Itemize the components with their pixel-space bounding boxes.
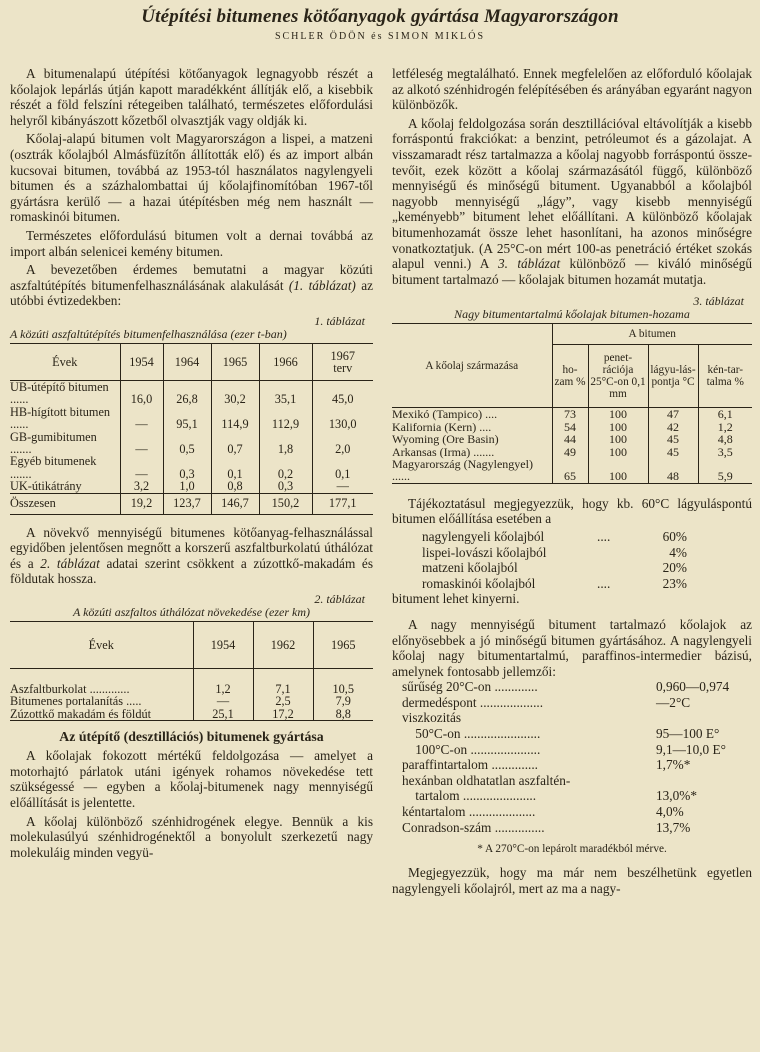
- column-header: 1965: [211, 343, 259, 380]
- column-header: kén-tar-talma %: [698, 345, 752, 408]
- table-2: [10, 621, 373, 721]
- item-name: Conradson-szám ...............: [402, 819, 545, 835]
- left-column: [10, 66, 373, 860]
- table-row: [392, 458, 752, 483]
- row-label: GB-gumibitumen .......: [10, 429, 97, 456]
- table-row: [10, 695, 373, 707]
- cell: —: [120, 455, 163, 480]
- cell: 19,2: [120, 493, 163, 514]
- cell: 42: [648, 421, 698, 433]
- row-label: Egyéb bitumenek .......: [10, 454, 97, 481]
- item-name: matzeni kőolajból: [422, 560, 518, 576]
- cell: 16,0: [120, 380, 163, 405]
- table-title: A közúti aszfaltútépítés bitumenfelhasználása (ezer t-ban): [10, 326, 287, 341]
- cell: —: [193, 695, 253, 707]
- cell: —: [120, 431, 163, 456]
- column-header: 1967 terv: [312, 343, 373, 380]
- text: adatai szerint csökkent a zúzottkő-makadám és földutak hossza.: [10, 555, 374, 587]
- column-group-header: A bitumen: [552, 324, 752, 345]
- list-item: [402, 757, 752, 773]
- cell: 44: [552, 433, 588, 445]
- item-value: 20%: [662, 560, 687, 576]
- cell: 4,8: [698, 433, 752, 445]
- column-header: ho-zam %: [552, 345, 588, 408]
- cell: 0,1: [211, 455, 259, 480]
- footnote: * A 270°C-on lepárolt maradékból mérve.: [477, 843, 667, 856]
- cell: 7,9: [313, 695, 373, 707]
- cell: 146,7: [211, 493, 259, 514]
- cell: 0,2: [259, 455, 312, 480]
- section-heading: Az útépítő (desztillációs) bitumenek gyártása: [59, 729, 324, 745]
- column-header: Évek: [10, 343, 120, 380]
- row-label: Mexikó (Tampico) ....: [392, 407, 498, 422]
- cell: 100: [588, 408, 648, 421]
- cell: 54: [552, 421, 588, 433]
- table-row: [10, 431, 373, 456]
- article-authors: SCHLER ÖDÖN és SIMON MIKLÓS: [274, 31, 486, 42]
- item-value: [652, 773, 752, 789]
- item-dots: [597, 545, 647, 561]
- item-value: 13,0%*: [656, 788, 697, 804]
- cell: 123,7: [163, 493, 211, 514]
- table-number: 3. táblázat: [693, 294, 744, 309]
- item-name: paraffintartalom ..............: [402, 757, 539, 773]
- cell: 100: [588, 421, 648, 433]
- text: A bevezetőben érdemes bemutatni a magyar közúti aszfaltútépítés bitumenfelhasználásának alakulását: [10, 262, 373, 293]
- property-list: [402, 679, 752, 835]
- row-label: Kalifornia (Kern) ....: [392, 419, 492, 434]
- yield-list: [422, 529, 687, 591]
- table-3: [392, 323, 752, 483]
- cell: 48: [648, 458, 698, 483]
- row-label: Wyoming (Ore Basin): [392, 432, 499, 447]
- column-header: 1954: [120, 343, 163, 380]
- cell: 100: [588, 446, 648, 458]
- item-name: lispei-lovászi kőolajból: [422, 544, 547, 560]
- cell: 114,9: [211, 406, 259, 431]
- item-value: 60%: [662, 528, 687, 544]
- paragraph: [10, 262, 373, 309]
- text: az utóbbi évtizedekben:: [10, 277, 373, 309]
- item-name: dermedéspont ...................: [402, 694, 544, 710]
- list-item: [422, 545, 687, 561]
- item-value: 13,7%: [656, 819, 691, 835]
- cell: 0,1: [312, 455, 373, 480]
- item-dots: ....: [597, 528, 611, 544]
- cell: 3,2: [120, 480, 163, 493]
- text: A növekvő mennyiségű bitumenes kötőanyag-felhasználással egyidőben jelentősen megnőtt a korszerű aszfaltburkolatú úthálózat és a: [10, 524, 373, 571]
- cell: 0,5: [163, 431, 211, 456]
- cell: 150,2: [259, 493, 312, 514]
- cell: 0,3: [163, 455, 211, 480]
- table-1-caption: [10, 315, 373, 341]
- table-3-caption: [392, 295, 752, 321]
- table-1: [10, 343, 373, 515]
- list-item: [402, 710, 752, 726]
- list-item: [402, 679, 752, 695]
- table-row: [10, 480, 373, 493]
- cell: 1,2: [698, 421, 752, 433]
- table-row: [392, 408, 752, 421]
- column-header: 1965: [313, 621, 373, 668]
- cell: 0,8: [211, 480, 259, 493]
- cell: 73: [552, 408, 588, 421]
- cell: 7,1: [253, 668, 313, 695]
- cell: 10,5: [313, 668, 373, 695]
- list-item: [402, 804, 752, 820]
- item-value: [652, 710, 752, 726]
- cell: 0,3: [259, 480, 312, 493]
- table-row: [392, 433, 752, 445]
- column-header: 1964: [163, 343, 211, 380]
- item-name: hexánban oldhatatlan aszfaltén-: [402, 772, 571, 788]
- list-item: [422, 529, 687, 545]
- paragraph: A nagy mennyiségű bitument tartalmazó kőolajok az előnyösebbek a jó minőségű bitumen gyártásához. A nagylengyeli kőolaj nagy bitumentartalmú, paraffinos-intermedier bázisú, amelynek fontosabb jellemzői:: [392, 616, 752, 679]
- cell: 100: [588, 433, 648, 445]
- cell: 17,2: [253, 708, 313, 721]
- row-label: HB-hígított bitumen ......: [10, 404, 111, 432]
- paragraph: Természetes előfordulású bitumen volt a dernai továbbá az import albán selenicei kemény bitumen.: [10, 227, 373, 259]
- item-dots: ....: [597, 575, 611, 591]
- table-reference: (1. táblázat): [288, 277, 356, 293]
- table-row: [10, 380, 373, 405]
- paragraph: Megjegyezzük, hogy ma már nem beszélhetünk egyetlen nagylengyeli kőolajról, mert az ma a nagy-: [392, 865, 752, 896]
- cell: 35,1: [259, 380, 312, 405]
- list-item: [422, 560, 687, 576]
- column-header: lágyu-lás-pontja °C: [648, 345, 698, 408]
- item-dots: [597, 560, 647, 576]
- cell: 25,1: [193, 708, 253, 721]
- paragraph: [392, 116, 752, 288]
- table-total-row: [10, 493, 373, 514]
- column-header: A kőolaj származása: [392, 324, 552, 408]
- article-title: Útépítési bitumenes kötőanyagok gyártása Magyarországon: [141, 6, 619, 27]
- cell: 0,7: [211, 431, 259, 456]
- cell: 8,8: [313, 708, 373, 721]
- cell: 95,1: [163, 406, 211, 431]
- text: különböző — kiváló minőségű bitument tartalmazó — kőolajak bitumen hozamát mutatja.: [392, 256, 752, 287]
- cell: 47: [648, 408, 698, 421]
- table-row: [10, 668, 373, 695]
- item-name: sűrűség 20°C-on .............: [402, 679, 538, 695]
- paragraph: bitument lehet kinyerni.: [392, 591, 520, 607]
- item-value: 23%: [662, 575, 687, 591]
- paragraph: A bitumenalapú útépítési kötőanyagok legnagyobb részét a kőolajok lepárlás útján kapott maradékként állítják elő, a kisebbik részét a föld felszíni rétegeiben található, természetes előfordulási helyről kibányászott kőzetből olvasztják vagy oldják ki.: [10, 66, 373, 128]
- paragraph: A kőolajak fokozott mértékű feldolgozása — amelyet a motorhajtó párlatok utáni igények rohamos növekedése tett szükségessé — egyben a kőolaj-bitumenek nagy mennyiségű előállítását is jelentette.: [10, 748, 373, 810]
- paragraph: Kőolaj-alapú bitumen volt Magyarországon a lispei, a matzeni (osztrák kőolajból Almásfüzítőn állították elő) és az import albán kucsovai bitumen, továbbá az 1953-tól használatos nagylengyeli bitumen és a százhalombattai új kőolajfinomítóban 1967-től gyártásra kerülő — a hazai útépítésben még nem használt — romaskinói bitumen.: [10, 131, 373, 225]
- table-2-caption: [10, 593, 373, 619]
- cell: 2,5: [253, 695, 313, 707]
- column-header: 1966: [259, 343, 312, 380]
- cell: 6,1: [698, 408, 752, 421]
- column-header: Évek: [10, 621, 193, 668]
- text: A kőolaj feldolgozása során desztillációval eltávolítják a kisebb forráspontú frakciókat: a benzint, petróleumot és a gázolajat. A visszamaradt rész tartalmazza a kőolaj nagyobb forráspontú összetevőit, ezek között a kőolaj származásától függő, különböző mennyiségű és minőségű bitument. Ugyanabból a kőolajból nagyobb mennyiségű „lágy”, vagy kisebb mennyiségű „keményebb” bitument lehet előállítani. A különböző kőolajak bitumenhozamát össze lehet hasonlítani, ha azonos minőségre vonatkoztatjuk. (A 25°C-on mért 100-as penetráció értéket szokás alapul venni.) A: [392, 115, 752, 272]
- right-column: [392, 66, 752, 896]
- list-item: [422, 576, 687, 592]
- item-value: 1,7%*: [656, 757, 691, 773]
- table-title: A közúti aszfaltos úthálózat növekedése (ezer km): [72, 604, 311, 619]
- cell: 45: [648, 446, 698, 458]
- item-name: tartalom ......................: [402, 788, 537, 804]
- cell: 112,9: [259, 406, 312, 431]
- item-name: romaskinói kőolajból: [422, 575, 536, 591]
- row-label: Bitumenes portalanítás .....: [10, 694, 142, 709]
- table-reference: 3. táblázat: [498, 256, 561, 272]
- list-item: [402, 820, 752, 836]
- paragraph: Tájékoztatásul megjegyezzük, hogy kb. 60°C lágyuláspontú bitumen előállítása esetében a: [392, 495, 752, 527]
- item-name: 100°C-on .....................: [402, 741, 541, 757]
- item-value: 95—100 E°: [656, 726, 720, 742]
- list-item: [402, 788, 752, 804]
- column-header: penet-rációja 25°C-on 0,1 mm: [588, 345, 648, 408]
- list-item: [402, 742, 752, 758]
- table-row: [10, 406, 373, 431]
- item-value: 4,0%: [656, 804, 684, 820]
- cell: 177,1: [312, 493, 373, 514]
- cell: 5,9: [698, 458, 752, 483]
- list-item: [402, 773, 752, 789]
- list-item: [402, 695, 752, 711]
- cell: —: [312, 480, 373, 493]
- row-label: Zúzottkő makadám és földút: [10, 706, 152, 721]
- cell: 130,0: [312, 406, 373, 431]
- item-name: 50°C-on .......................: [402, 726, 541, 742]
- row-label: UB-útépítő bitumen ......: [10, 379, 109, 407]
- cell: 45: [648, 433, 698, 445]
- column-header: 1954: [193, 621, 253, 668]
- row-label: Magyarország (Nagylengyel) ......: [392, 456, 533, 484]
- table-number: 1. táblázat: [314, 313, 365, 328]
- cell: 3,5: [698, 446, 752, 458]
- row-label: Arkansas (Irma) .......: [392, 444, 495, 459]
- item-name: viszkozitás: [402, 710, 462, 726]
- table-number: 2. táblázat: [314, 591, 365, 606]
- column-header: 1962: [253, 621, 313, 668]
- item-value: 9,1—10,0 E°: [656, 741, 726, 757]
- item-value: 0,960—0,974: [656, 679, 730, 695]
- table-title: Nagy bitumentartalmú kőolajak bitumen-hozama: [454, 307, 690, 322]
- cell: 1,8: [259, 431, 312, 456]
- cell: 2,0: [312, 431, 373, 456]
- item-name: nagylengyeli kőolajból: [422, 528, 545, 544]
- cell: 100: [588, 458, 648, 483]
- cell: —: [120, 406, 163, 431]
- row-label: Aszfaltburkolat .............: [10, 681, 130, 696]
- paragraph: letféleség megtalálható. Ennek megfelelően az előforduló kőolajak az alkotó szénhidrogén felépítésében és arányában egyaránt nagyon különbözők.: [392, 66, 752, 113]
- cell: 49: [552, 446, 588, 458]
- paragraph: [10, 525, 373, 587]
- table-row: [10, 708, 373, 721]
- cell: 45,0: [312, 380, 373, 405]
- paragraph: A kőolaj különböző szénhidrogének elegye. Bennük a kis molekulasúlyú szénhidrogénektől a bonyolult szerkezetű nagy molekuláig minden vegyü-: [10, 813, 373, 860]
- cell: 30,2: [211, 380, 259, 405]
- list-item: [402, 726, 752, 742]
- item-value: 4%: [669, 544, 687, 560]
- cell: 65: [552, 458, 588, 483]
- table-reference: 2. táblázat: [40, 555, 100, 571]
- cell: 1,0: [163, 480, 211, 493]
- row-label: Összesen: [10, 493, 120, 514]
- item-name: kéntartalom ....................: [402, 804, 536, 820]
- item-value: —2°C: [656, 694, 691, 710]
- row-label: UK-útikátrány: [10, 479, 82, 494]
- cell: 26,8: [163, 380, 211, 405]
- cell: 1,2: [193, 668, 253, 695]
- table-row: [10, 455, 373, 480]
